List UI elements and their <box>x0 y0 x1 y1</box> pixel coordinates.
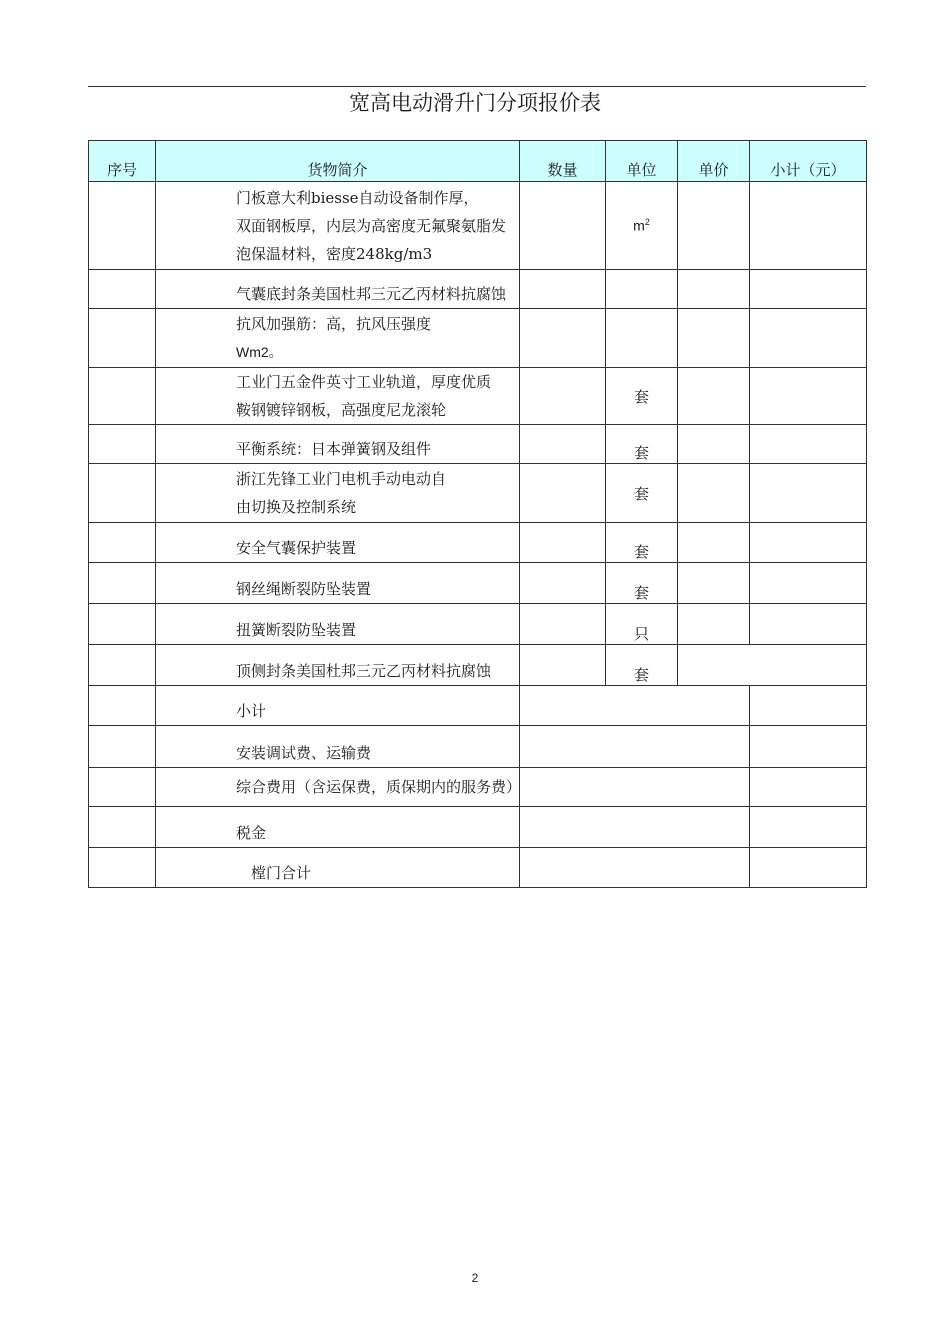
summary-label: 樘门合计 <box>156 848 520 888</box>
item-description: 气囊底封条美国杜邦三元乙丙材料抗腐蚀 <box>156 270 520 309</box>
item-unit: $m^2$ <box>606 182 678 270</box>
item-unit: 套 <box>606 523 678 563</box>
summary-label: 安装调试费、运输费 <box>156 726 520 768</box>
table-row <box>89 464 867 523</box>
summary-row <box>89 686 867 726</box>
item-description: 扭簧断裂防坠装置 <box>156 604 520 645</box>
quote-table <box>88 140 867 888</box>
page-number: 2 <box>471 1271 479 1285</box>
page-title: 宽高电动滑升门分项报价表 <box>349 91 601 115</box>
item-unit: 套 <box>606 425 678 464</box>
item-unit: 套 <box>606 368 678 425</box>
table-row <box>89 425 867 464</box>
table-row <box>89 368 867 425</box>
table-row <box>89 523 867 563</box>
table-header-row <box>89 141 867 182</box>
item-unit: 套 <box>606 645 678 686</box>
table-row <box>89 604 867 645</box>
item-unit <box>606 309 678 368</box>
item-unit <box>606 270 678 309</box>
header-index: 序号 <box>89 141 156 182</box>
header-quantity: 数量 <box>520 141 606 182</box>
item-description: 钢丝绳断裂防坠装置 <box>156 563 520 604</box>
header-unit-price: 单价 <box>678 141 750 182</box>
table-row <box>89 645 867 686</box>
item-unit: 套 <box>606 563 678 604</box>
header-unit: 单位 <box>606 141 678 182</box>
summary-label: 税金 <box>156 807 520 848</box>
table-row <box>89 182 867 270</box>
summary-row <box>89 726 867 768</box>
table-row <box>89 563 867 604</box>
table-row <box>89 309 867 368</box>
summary-label: 综合费用（含运保费，质保期内的服务费） <box>156 768 520 807</box>
item-description: 浙江先锋工业门电机手动电动自 由切换及控制系统 <box>156 464 520 523</box>
item-description: 门板意大利biesse自动设备制作厚， 双面钢板厚，内层为高密度无氟聚氨脂发 泡保温材料，密度248kg/m3 <box>156 182 520 270</box>
summary-row <box>89 848 867 888</box>
summary-row <box>89 768 867 807</box>
item-unit: 只 <box>606 604 678 645</box>
header-subtotal: 小计（元） <box>750 141 867 182</box>
table-row <box>89 270 867 309</box>
item-description: 安全气囊保护装置 <box>156 523 520 563</box>
top-rule <box>88 86 866 87</box>
item-description: 平衡系统：日本弹簧钢及组件 <box>156 425 520 464</box>
item-description: 顶侧封条美国杜邦三元乙丙材料抗腐蚀 <box>156 645 520 686</box>
header-description: 货物简介 <box>156 141 520 182</box>
item-description: 抗风加强筋：高，抗风压强度 Wm2。 <box>156 309 520 368</box>
summary-label: 小计 <box>156 686 520 726</box>
summary-row <box>89 807 867 848</box>
item-unit: 套 <box>606 464 678 523</box>
item-description: 工业门五金件英寸工业轨道，厚度优质 鞍钢镀锌钢板，高强度尼龙滚轮 <box>156 368 520 425</box>
